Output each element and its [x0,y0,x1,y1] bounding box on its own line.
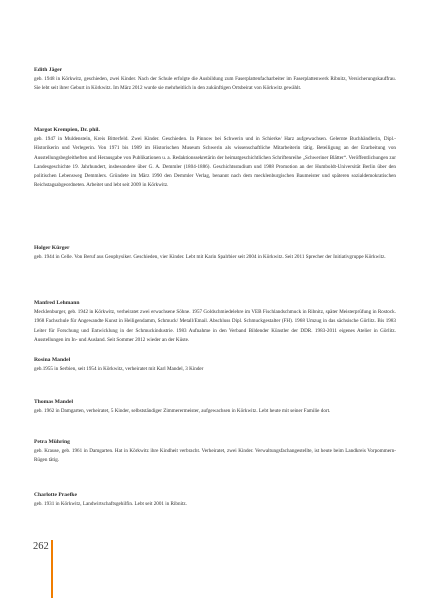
person-name: Edith Jäger [34,67,63,73]
page-number: 262 [33,541,49,552]
person-name: Charlotte Praefke [34,492,78,498]
list-item [34,66,396,94]
list-item [34,356,203,374]
list-item [34,438,396,466]
person-name: Manfred Lehmann [34,300,80,306]
page-number-rule [51,540,53,598]
person-bio: geb. 1931 in Körkwitz, Landwirtschaftsgehilfin. Lebt seit 2001 in Ribnitz. [34,501,187,507]
list-item [34,299,396,345]
person-bio: geb. 1962 in Damgarten, verheiratet, 5 Kinder, selbstständiger Zimmerermeister, aufgewachsen in Körkwitz. Lebt heute mit seiner Familie dort. [34,408,331,414]
person-bio: geb. 1948 in Körkwitz, geschieden, zwei Kinder. Nach der Schule erfolgte die Ausbildung zum Faserplattenfacharbeiter im Faserplattenwerk Ribnitz, Versicherungskauffrau. Sie lebt seit ihrer Geburt in Körkwitz. Im März 2012 wurde sie mehrheitlich in den zukünftigen Ortsbeirat von Körkwitz gewählt. [34,76,396,92]
list-item [34,244,386,262]
person-bio: geb. 1947 in Muldenstein, Kreis Bitterfeld. Zwei Kinder. Geschieden. In Pinnow bei Schwerin und in Schierke/ Harz aufgewachsen. Gelernte Buchhändlerin, Dipl.-Historikerin und Verlegerin. Von 1971 bis 1989 im Historischen Museum Schwerin als wissenschaftliche Mitarbeiterin tätig. Beteiligung an der Erarbeitung von Ausstellungsbegleitheften und Herausgabe von Publikationen u. a. Redaktionssekretärin der heimatgeschichtlichen Schriftenreihe „Schweriner Blätter“. Veröffentlichungen zur Landesgeschichte 19. Jahrhundert, insbesondere über G. A. Demmler (1804-1886). Geschichtsstudium und 1988 Promotion an der Humboldt-Universität Berlin über den politischen Lebensweg Demmlers. Gründete im März 1990 den Demmler Verlag, benannt nach dem mecklenburgischen Baumeister und späteren sozialdemokratischen Reichstagsabgeordneten. Arbeitet und lebt seit 2009 in Körkwitz. [34,136,396,189]
person-name: Thomas Mandel [34,399,74,405]
person-bio: geb. 1944 in Celle. Von Beruf aus Geophysiker. Geschieden, vier Kinder. Lebt mit Karin Spalrbier seit 2004 in Körkwitz. Seit 2011 Sprecher der Initiativgruppe Körkwitz. [34,254,386,260]
list-item [34,398,330,416]
list-item [34,491,187,509]
person-name: Rosina Mandel [34,357,71,363]
person-bio: geb. Krause, geb. 1961 in Damgarten. Hat in Körkwitz ihre Kindheit verbracht. Verheiratet, zwei Kinder. Verwaltungsfachangestellte, ist heute beim Landkreis Vorpommern-Rügen tätig. [34,448,396,464]
list-item [34,126,396,191]
person-name: Holger Kürger [34,245,70,251]
person-name: Petra Mühring [34,439,70,445]
person-bio: geb.1955 in Serbien, seit 1954 in Körkwitz, verheiratet mit Karl Mandel, 3 Kinder [34,366,204,372]
person-bio: Mecklenburger, geb. 1942 in Körkwitz, verheiratet zwei erwachsene Söhne. 1957 Goldschmiedelehre im VEB Fischlandschmuck in Ribnitz, später Meisterprüfung in Rostock. 1968 Fachschule für Angewandte Kunst in Heiligendamm, Schmuck/ Metall/Email. Abschluss Dipl. Schmuckgestalter (FH). 1968 Umzug in das sächsische Görlitz. Bis 1983 Leiter für Forschung und Entwicklung in der Schmuckindustrie. 1983 Aufnahme in den Verband Bildender Künstler der DDR. 1983-2011 eigenes Atelier in Görlitz. Ausstellungen im In- und Ausland. Seit Sommer 2012 wieder an der Küste. [34,309,396,343]
person-name: Margot Krempien, Dr. phil. [34,127,100,133]
